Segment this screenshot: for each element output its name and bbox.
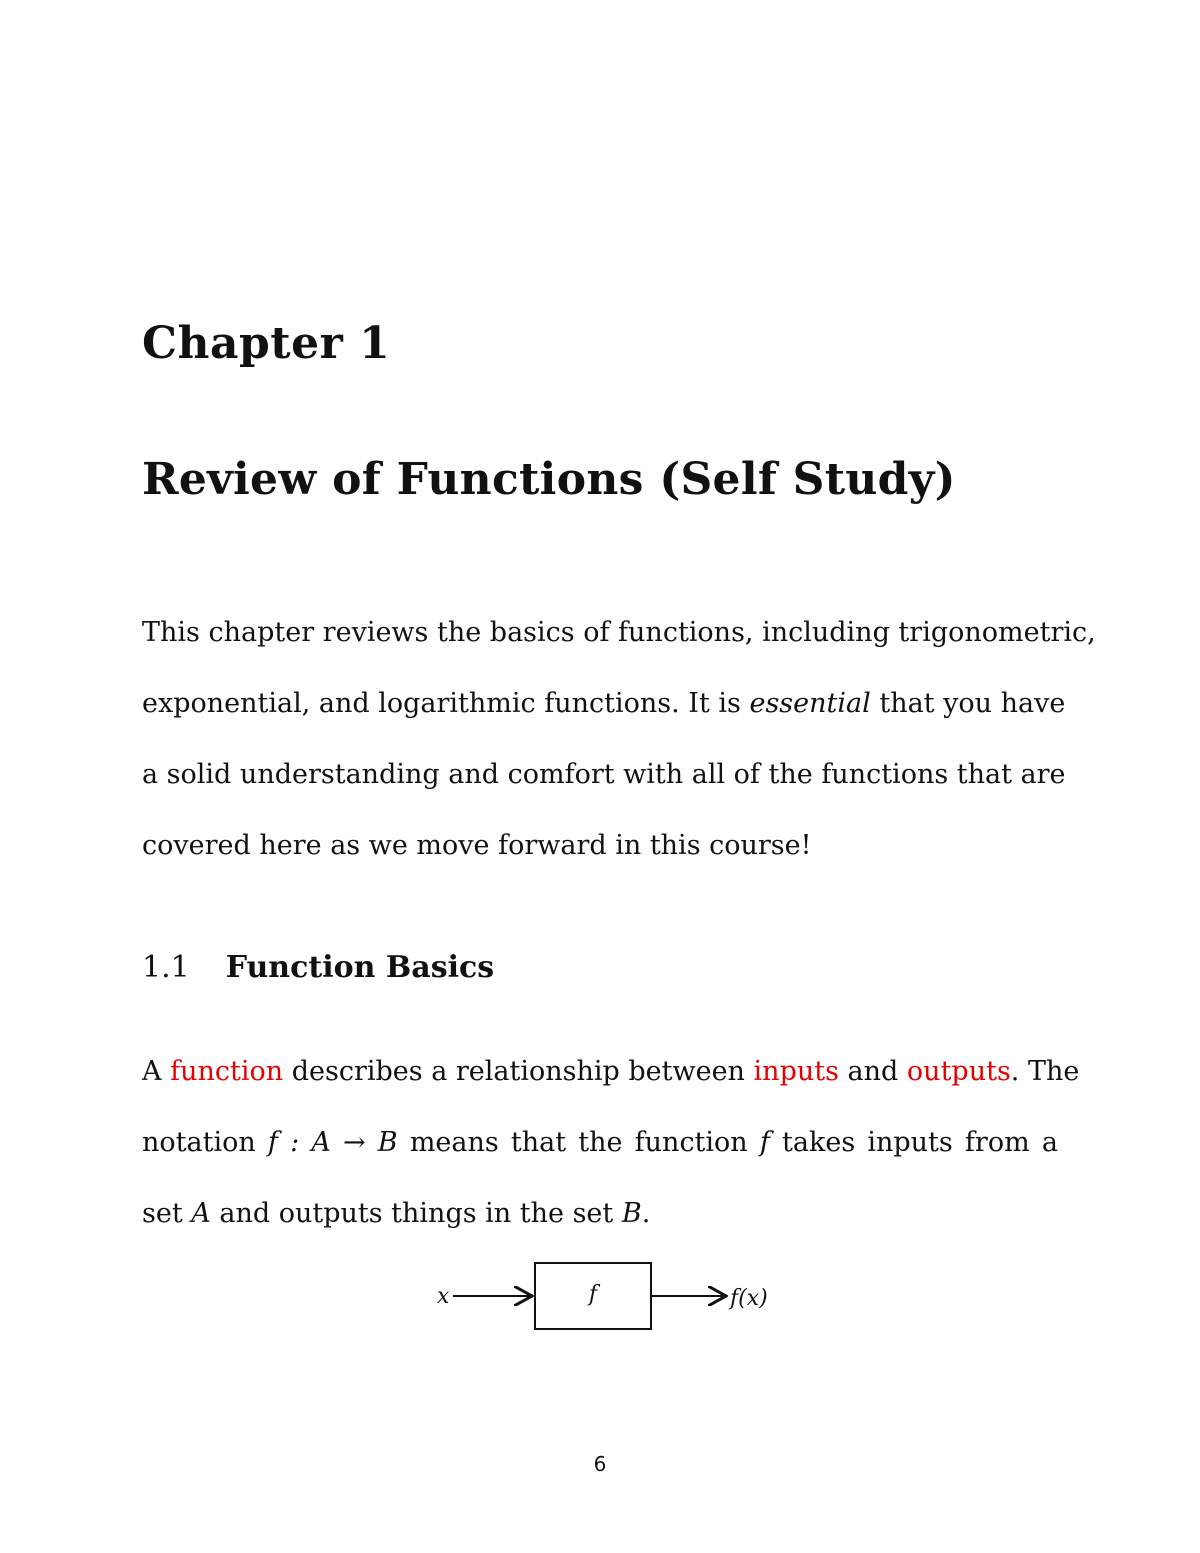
intro-line-2 xyxy=(142,688,1066,719)
body-text-outputs: and outputs things in the set xyxy=(219,1198,614,1229)
page-number: 6 xyxy=(593,1452,607,1476)
chapter-label: Chapter 1 xyxy=(142,318,391,369)
intro-line-1: This chapter reviews the basics of functions, including trigonometric, xyxy=(142,617,1096,648)
diagram-box-label: f xyxy=(588,1282,598,1307)
body-text-means: means that the function xyxy=(409,1127,748,1158)
emphasis-essential: essential xyxy=(749,688,871,719)
diagram-output-label: f(x) xyxy=(730,1286,768,1311)
body-text-set: set xyxy=(142,1198,183,1229)
term-function: function xyxy=(170,1056,284,1087)
intro-line-2-post: that you have xyxy=(879,688,1066,719)
section-heading xyxy=(142,950,494,985)
term-outputs: outputs xyxy=(906,1056,1011,1087)
math-set-b: B xyxy=(621,1198,642,1229)
body-text-the: . The xyxy=(1010,1056,1080,1087)
body-line-2 xyxy=(142,1127,1058,1158)
diagram-input-label: x xyxy=(437,1284,450,1309)
term-inputs: inputs xyxy=(753,1056,839,1087)
chapter-title: Review of Functions (Self Study) xyxy=(142,454,956,505)
math-set-a: A xyxy=(191,1198,211,1229)
section-number: 1.1 xyxy=(142,950,190,985)
intro-line-2-pre: exponential, and logarithmic functions. It is xyxy=(142,688,741,719)
body-text-1: describes a relationship between xyxy=(291,1056,745,1087)
intro-line-4: covered here as we move forward in this course! xyxy=(142,830,812,861)
body-text-and: and xyxy=(847,1056,899,1087)
intro-line-3: a solid understanding and comfort with all of the functions that are xyxy=(142,759,1066,790)
body-word-a: A xyxy=(142,1056,162,1087)
body-line-3 xyxy=(142,1198,1058,1229)
body-line-1 xyxy=(142,1056,1080,1087)
math-f: f xyxy=(759,1127,770,1158)
body-text-period: . xyxy=(641,1198,651,1229)
body-text-notation: notation xyxy=(142,1127,256,1158)
section-title: Function Basics xyxy=(225,950,495,985)
function-diagram xyxy=(425,1255,805,1345)
math-f-a-to-b: f : A → B xyxy=(267,1127,398,1158)
body-text-takes: takes inputs from a xyxy=(782,1127,1058,1158)
